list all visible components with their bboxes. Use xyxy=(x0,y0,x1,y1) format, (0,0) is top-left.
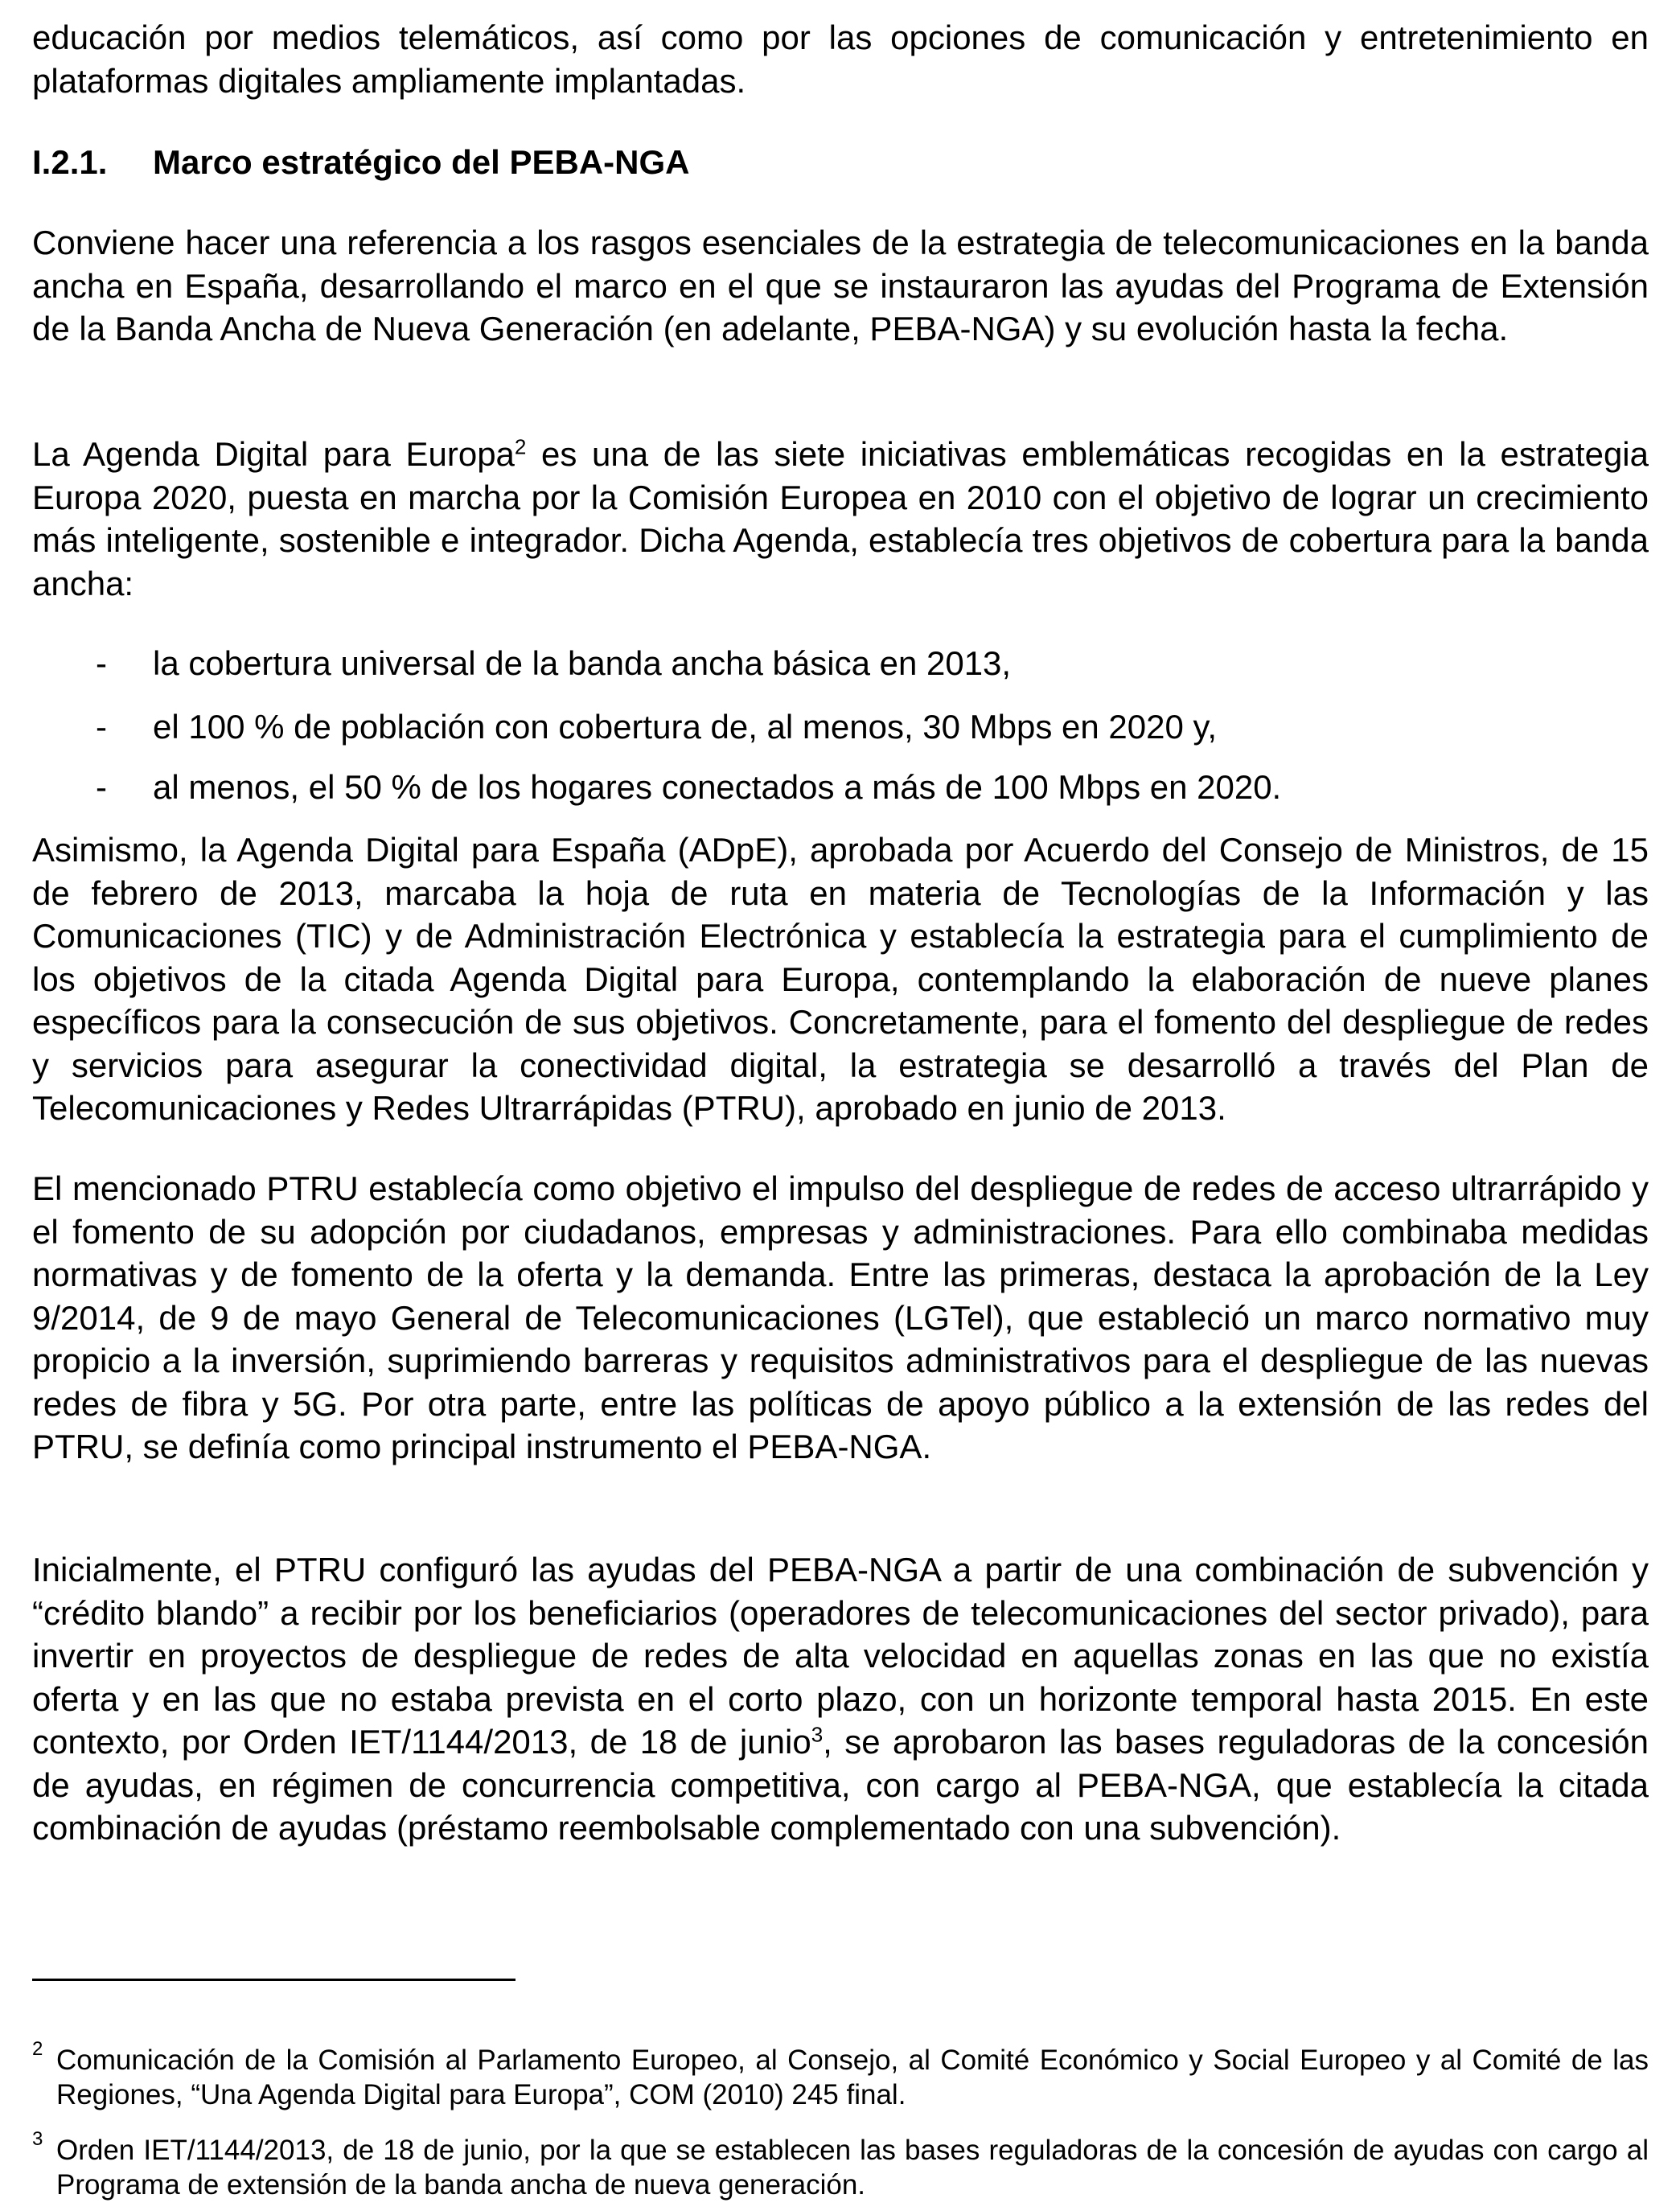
section-heading xyxy=(32,141,690,184)
bullet-dash: - xyxy=(96,708,107,746)
text: , se aprobaron las bases reguladoras de la concesión de ayudas, en régimen de concurrencia competitiva, con cargo al PEBA-NGA, que establecía la citada combinación de ayudas (préstamo reembolsable complementado con una subvención). xyxy=(32,1723,1649,1847)
footnote xyxy=(32,2038,1649,2112)
footnote xyxy=(32,2128,1649,2202)
list-item xyxy=(96,642,1011,685)
section-number: I.2.1. xyxy=(32,143,108,181)
footnote-mark: 3 xyxy=(32,2128,43,2150)
list-item-text: el 100 % de población con cobertura de, al menos, 30 Mbps en 2020 y, xyxy=(153,708,1218,746)
list-item xyxy=(96,705,1217,749)
paragraph-agenda-europa xyxy=(32,433,1649,605)
paragraph-intro: educación por medios telemáticos, así como por las opciones de comunicación y entretenimiento en plataformas digitales ampliamente implantadas. xyxy=(32,18,1649,100)
bullet-dash: - xyxy=(96,644,107,682)
text: es una de las siete iniciativas emblemáticas recogidas en la estrategia Europa 2020, puesta en marcha por la Comisión Europea en 2010 con el objetivo de lograr un crecimiento más inteligente, sostenible e integrador. Dicha Agenda, establecía tres objetivos de cobertura para la banda ancha: xyxy=(32,435,1649,602)
text: La Agenda Digital para Europa xyxy=(32,435,515,473)
footnote-text: Comunicación de la Comisión al Parlamento Europeo, al Consejo, al Comité Económico y Social Europeo y al Comité de las Regiones, “Una Agenda Digital para Europa”, COM (2010) 245 final. xyxy=(56,2045,1649,2110)
text: Inicialmente, el PTRU configuró las ayudas del PEBA-NGA a partir de una combinación de subvención y “crédito blando” a recibir por los beneficiarios (operadores de telecomunicaciones del sector privado), para invertir en proyectos de despliegue de redes de alta velocidad en aquellas zonas en las que no existía oferta y en las que no estaba prevista en el corto plazo, con un horizonte temporal hasta 2015. En este contexto, por Orden IET/1144/2013, de 18 de junio xyxy=(32,1551,1649,1761)
paragraph-strategy: Conviene hacer una referencia a los rasgos esenciales de la estrategia de telecomunicaciones en la banda ancha en España, desarrollando el marco en el que se instauraron las ayudas del Programa de Extensión de la Banda Ancha de Nueva Generación (en adelante, PEBA-NGA) y su evolución hasta la fecha. xyxy=(32,224,1649,347)
list-item xyxy=(96,766,1281,809)
list-item-text: al menos, el 50 % de los hogares conectados a más de 100 Mbps en 2020. xyxy=(153,768,1282,806)
footnote-mark: 2 xyxy=(32,2038,43,2060)
footnote-ref[interactable]: 3 xyxy=(811,1722,824,1747)
footnote-separator xyxy=(32,1979,516,1981)
paragraph-agenda-espana: Asimismo, la Agenda Digital para España (ADpE), aprobada por Acuerdo del Consejo de Ministros, de 15 de febrero de 2013, marcaba la hoja de ruta en materia de Tecnologías de la Información y las Comunicaciones (TIC) y de Administración Electrónica y establecía la estrategia para el cumplimiento de los objetivos de la citada Agenda Digital para Europa, contemplando la elaboración de nueve planes específicos para la consecución de sus objetivos. Concretamente, para el fomento del despliegue de redes y servicios para asegurar la conectividad digital, la estrategia se desarrolló a través del Plan de Telecomunicaciones y Redes Ultrarrápidas (PTRU), aprobado en junio de 2013. xyxy=(32,831,1649,1127)
bullet-dash: - xyxy=(96,768,107,806)
paragraph-initial-aid xyxy=(32,1548,1649,1850)
section-title: Marco estratégico del PEBA-NGA xyxy=(153,143,690,181)
paragraph-ptru: El mencionado PTRU establecía como objetivo el impulso del despliegue de redes de acceso ultrarrápido y el fomento de su adopción por ciudadanos, empresas y administraciones. Para ello combinaba medidas normativas y de fomento de la oferta y la demanda. Entre las primeras, destaca la aprobación de la Ley 9/2014, de 9 de mayo General de Telecomunicaciones (LGTel), que estableció un marco normativo muy propicio a la inversión, suprimiendo barreras y requisitos administrativos para el despliegue de las nuevas redes de fibra y 5G. Por otra parte, entre las políticas de apoyo público a la extensión de las redes del PTRU, se definía como principal instrumento el PEBA-NGA. xyxy=(32,1169,1649,1465)
footnote-ref[interactable]: 2 xyxy=(514,434,527,459)
list-item-text: la cobertura universal de la banda ancha básica en 2013, xyxy=(153,644,1012,682)
footnote-text: Orden IET/1144/2013, de 18 de junio, por la que se establecen las bases reguladoras de la concesión de ayudas con cargo al Programa de extensión de la banda ancha de nueva generación. xyxy=(56,2135,1649,2201)
